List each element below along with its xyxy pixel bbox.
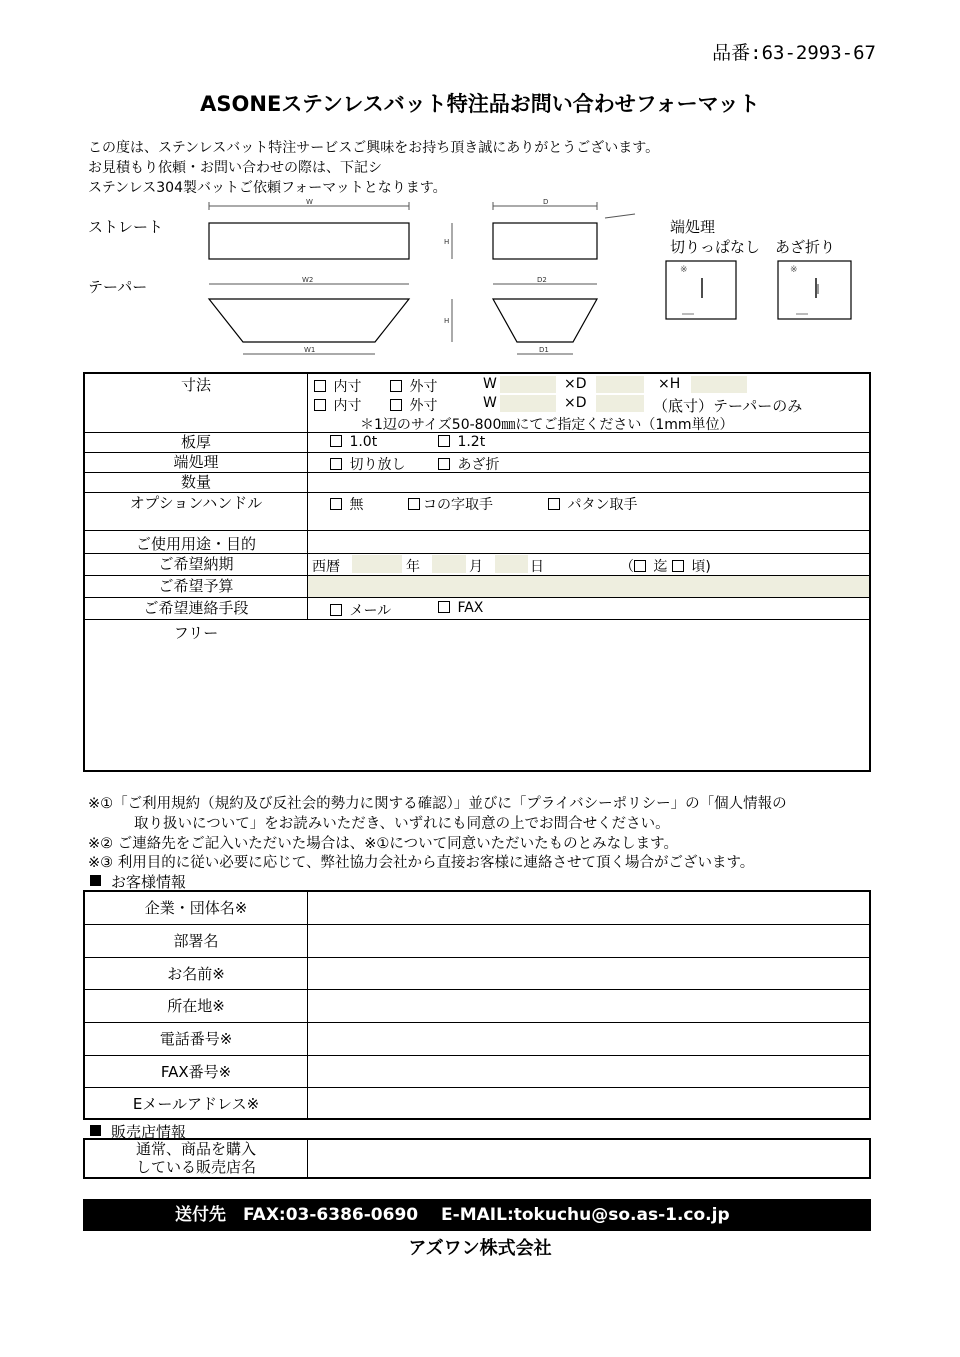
fax-label: FAX番号※ xyxy=(85,1056,308,1087)
width-input-2[interactable] xyxy=(500,395,556,412)
send-to-bar xyxy=(83,1199,871,1231)
note-1-cont: 取り扱いについて」をお読みいただき、いずれにも同意の上でお問合せください。 xyxy=(134,816,670,832)
year-label: 年 xyxy=(406,559,420,575)
free-label: フリー xyxy=(173,624,219,642)
product-number: 品番:63-2993-67 xyxy=(712,42,876,64)
w-label-2: W xyxy=(483,395,497,411)
address-input[interactable] xyxy=(308,990,869,1022)
handle-row xyxy=(85,493,869,531)
w-label-1: W xyxy=(483,376,497,392)
outer-checkbox-2[interactable] xyxy=(390,399,402,411)
delivery-row xyxy=(85,554,869,576)
contact-label: ご希望連絡手段 xyxy=(85,598,308,619)
tray-dimension-diagram xyxy=(180,192,680,362)
note-3: ※③ 利用目的に従い必要に応じて、弊社協力会社から直接お客様に連絡させて頂く場合がございます。 xyxy=(88,855,755,871)
usage-label: ご使用用途・目的 xyxy=(85,531,308,553)
thickness-2-label: 1.2t xyxy=(457,434,486,450)
contact-fax-label: FAX xyxy=(457,600,484,616)
inner-checkbox-1[interactable] xyxy=(314,380,326,392)
customer-row xyxy=(85,1023,869,1056)
outer-checkbox-1[interactable] xyxy=(390,380,402,392)
day-input[interactable] xyxy=(495,555,528,573)
send-to-text: 送付先 FAX:03-6386-0690 E-MAIL:tokuchu@so.as-1.co.jp xyxy=(175,1205,730,1225)
d2-label: D2 xyxy=(537,276,547,284)
month-input[interactable] xyxy=(432,555,466,573)
handle-label: オプションハンドル xyxy=(85,493,308,530)
d-label: D xyxy=(543,198,549,206)
contact-mail-checkbox[interactable] xyxy=(330,604,342,616)
customer-row xyxy=(85,1088,869,1118)
height-input[interactable] xyxy=(691,376,747,393)
handle-u-checkbox[interactable] xyxy=(408,498,420,510)
h-label-taper: H xyxy=(444,317,450,325)
store-label: 通常、商品を購入 している販売店名 xyxy=(85,1140,308,1177)
intro-line-3: ステンレス304製バットご依頼フォーマットとなります。 xyxy=(88,180,447,196)
store-heading: 販売店情報 xyxy=(90,1121,186,1142)
square-bullet-icon xyxy=(90,1125,101,1136)
d1-label: D1 xyxy=(539,346,549,354)
email-input[interactable] xyxy=(308,1088,869,1118)
thickness-1-checkbox[interactable] xyxy=(330,435,342,447)
note-1: ※①「ご利用規約（規約及び反社会的勢力に関する確認）」並びに「プライバシーポリシー」の「個人情報の xyxy=(88,796,787,812)
square-bullet-icon xyxy=(90,875,101,886)
xd-label-1: ×D xyxy=(564,376,587,392)
edge-cut-label: 切り放し xyxy=(349,457,406,473)
svg-text:※: ※ xyxy=(680,265,688,275)
era-label: 西暦 xyxy=(312,559,340,575)
around-checkbox[interactable] xyxy=(672,560,684,572)
depth-input-1[interactable] xyxy=(596,376,644,393)
bottom-taper-label: （底寸）テーパーのみ xyxy=(653,397,803,415)
depth-input-2[interactable] xyxy=(596,395,644,412)
outer-label-1: 外寸 xyxy=(409,379,438,395)
delivery-label: ご希望納期 xyxy=(85,554,308,575)
page-title: ASONEステンレスバット特注品お問い合わせフォーマット xyxy=(200,92,760,116)
quantity-input[interactable] xyxy=(308,473,869,492)
customer-heading: お客様情報 xyxy=(90,871,186,892)
taper-label: テーパー xyxy=(88,278,148,296)
name-input[interactable] xyxy=(308,958,869,989)
edge-fold-label: あざ折 xyxy=(457,457,500,473)
until-checkbox[interactable] xyxy=(634,560,646,572)
edge-diagram xyxy=(664,260,854,322)
w2-label: W2 xyxy=(302,276,314,284)
quantity-label: 数量 xyxy=(85,473,308,492)
thickness-label: 板厚 xyxy=(85,433,308,452)
xd-label-2: ×D xyxy=(564,395,587,411)
customer-row xyxy=(85,958,869,990)
email-label: Eメールアドレス※ xyxy=(85,1088,308,1118)
day-label: 日 xyxy=(530,559,544,575)
edge-options: 切りっぱなし あざ折り xyxy=(670,238,836,256)
handle-none-checkbox[interactable] xyxy=(330,498,342,510)
handle-none-label: 無 xyxy=(349,497,364,513)
department-label: 部署名 xyxy=(85,925,308,957)
around-label: 頃) xyxy=(691,559,711,575)
month-label: 月 xyxy=(469,559,483,575)
quantity-row xyxy=(85,473,869,493)
budget-row xyxy=(85,576,869,598)
edge-label: 端処理 xyxy=(85,453,308,472)
edge-row xyxy=(85,453,869,473)
inner-label-1: 内寸 xyxy=(333,379,362,395)
contact-row xyxy=(85,598,869,620)
usage-row xyxy=(85,531,869,554)
xh-label: ×H xyxy=(658,376,681,392)
thickness-2-checkbox[interactable] xyxy=(438,435,450,447)
customer-row xyxy=(85,990,869,1023)
customer-row xyxy=(85,892,869,925)
until-label: 迄 xyxy=(653,559,668,575)
phone-label: 電話番号※ xyxy=(85,1023,308,1055)
straight-label: ストレート xyxy=(88,218,164,236)
edge-title: 端処理 xyxy=(670,218,716,236)
handle-fold-label: パタン取手 xyxy=(567,497,638,513)
address-label: 所在地※ xyxy=(85,990,308,1022)
customer-row xyxy=(85,925,869,958)
store-input[interactable] xyxy=(308,1140,869,1177)
budget-input[interactable] xyxy=(308,576,869,597)
edge-fold-checkbox[interactable] xyxy=(438,458,450,470)
contact-mail-label: メール xyxy=(349,603,392,619)
svg-text:※: ※ xyxy=(790,265,798,275)
inner-label-2: 内寸 xyxy=(333,398,362,414)
fax-input[interactable] xyxy=(308,1056,869,1087)
intro-line-2: お見積もり依頼・お問い合わせの際は、下記シ xyxy=(88,160,382,176)
store-row xyxy=(85,1140,869,1177)
company-name: アズワン株式会社 xyxy=(408,1238,552,1259)
handle-fold-checkbox[interactable] xyxy=(548,498,560,510)
store-table xyxy=(83,1138,871,1179)
note-2: ※② ご連絡先をご記入いただいた場合は、※①について同意いただいたものとみなします。 xyxy=(88,836,678,852)
name-label: お名前※ xyxy=(85,958,308,989)
department-input[interactable] xyxy=(308,925,869,957)
customer-row xyxy=(85,1056,869,1088)
inner-checkbox-2[interactable] xyxy=(314,399,326,411)
phone-input[interactable] xyxy=(308,1023,869,1055)
thickness-1-label: 1.0t xyxy=(349,434,378,450)
free-row[interactable] xyxy=(85,620,869,770)
width-input-1[interactable] xyxy=(500,376,556,393)
usage-input[interactable] xyxy=(308,531,869,553)
h-label-straight: H xyxy=(444,238,450,246)
edge-cut-checkbox[interactable] xyxy=(330,458,342,470)
paren-open: （ xyxy=(620,559,634,575)
company-name-input[interactable] xyxy=(308,892,869,924)
size-row xyxy=(85,374,869,433)
customer-table xyxy=(83,890,871,1120)
w1-label: W1 xyxy=(304,346,316,354)
size-note: ＊1辺のサイズ50-800㎜にてご指定ください（1mm単位） xyxy=(360,417,734,433)
handle-u-label: コの字取手 xyxy=(423,497,493,513)
outer-label-2: 外寸 xyxy=(409,398,438,414)
budget-label: ご希望予算 xyxy=(85,576,308,597)
year-input[interactable] xyxy=(352,555,402,573)
inquiry-form xyxy=(83,372,871,772)
thickness-row xyxy=(85,433,869,453)
w-label: W xyxy=(306,198,313,206)
contact-fax-checkbox[interactable] xyxy=(438,601,450,613)
intro-line-1: この度は、ステンレスバット特注サービスご興味をお持ち頂き誠にありがとうございます。 xyxy=(88,140,660,156)
company-name-label: 企業・団体名※ xyxy=(85,892,308,924)
size-label: 寸法 xyxy=(85,374,308,432)
